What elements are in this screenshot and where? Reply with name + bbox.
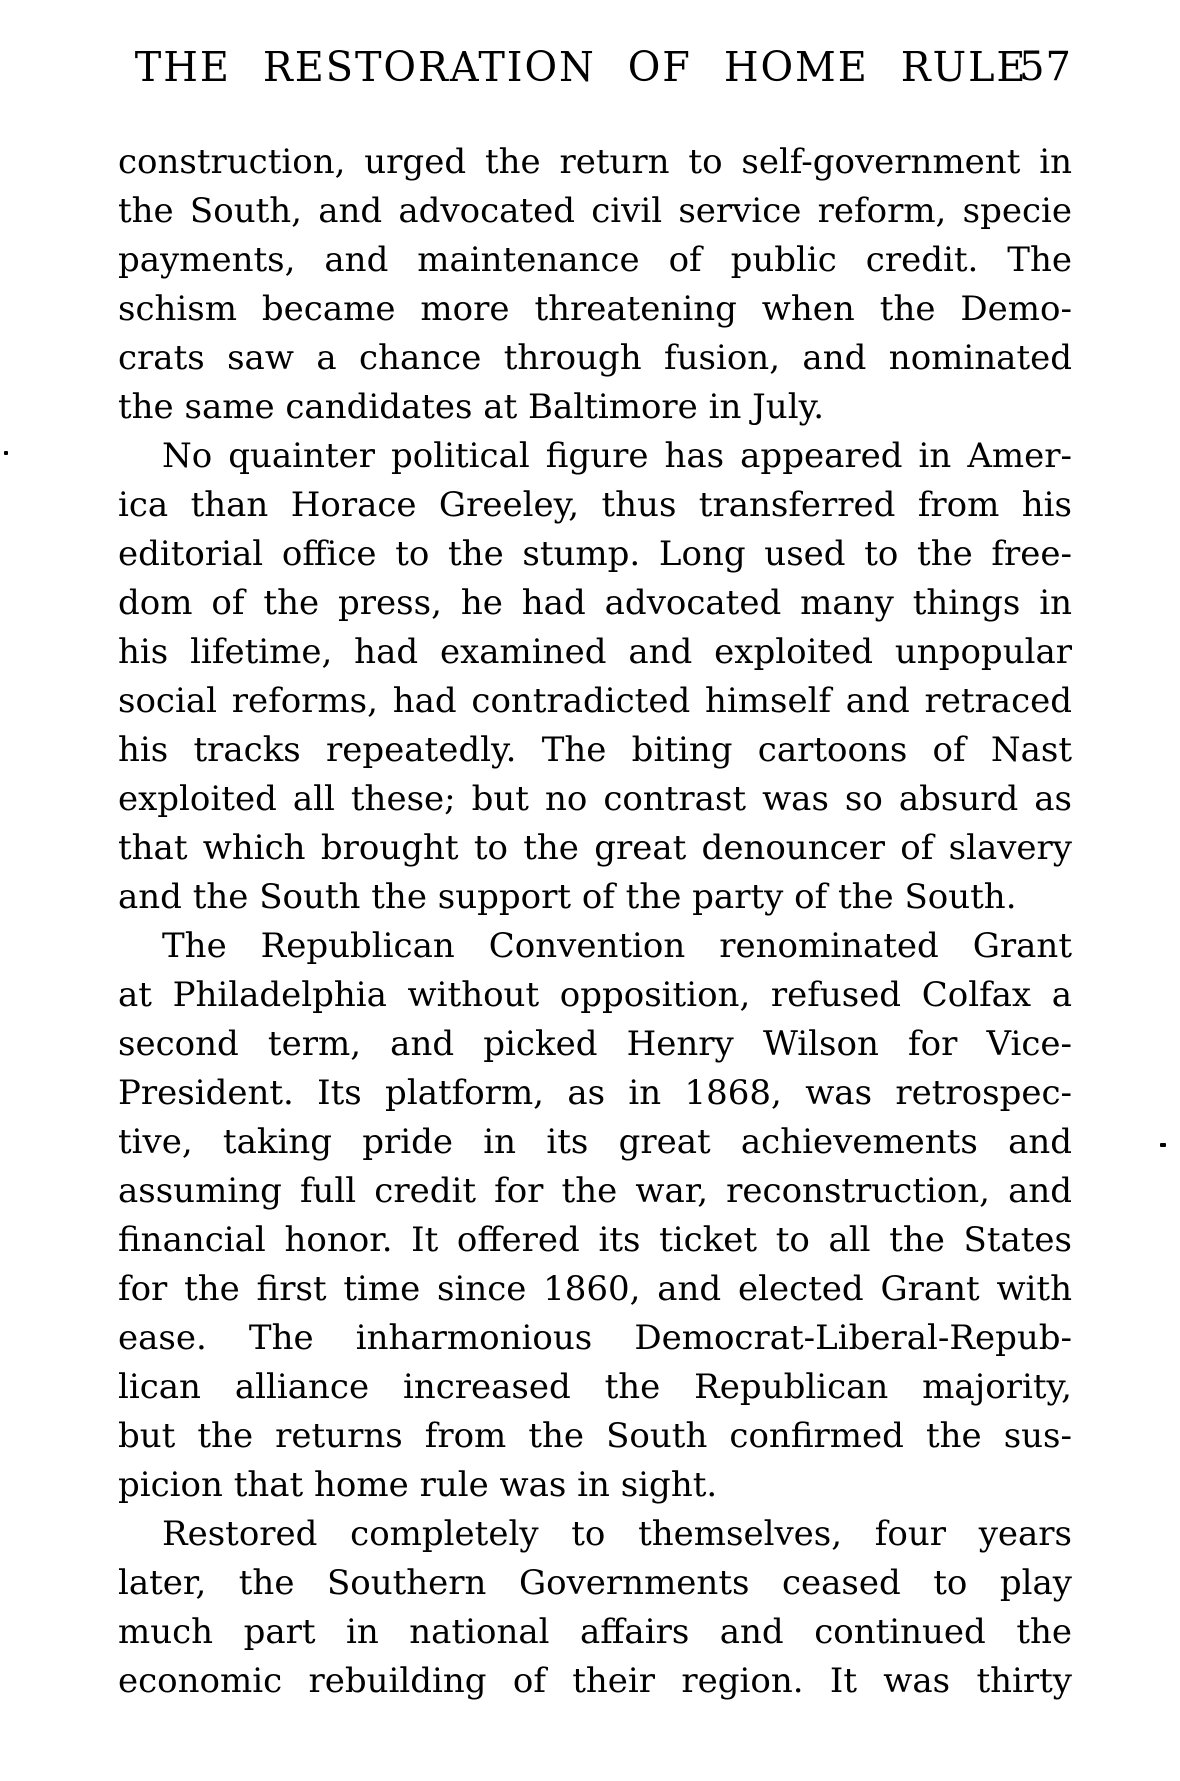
text-line: picion that home rule was in sight.: [118, 1465, 718, 1505]
scan-speck: [1160, 1143, 1166, 1147]
text-line: editorial office to the stump. Long used to the free-: [118, 534, 1072, 574]
page-number: 57: [1019, 44, 1072, 90]
running-head: [118, 43, 1072, 96]
text-line: President. Its platform, as in 1868, was retrospec-: [118, 1073, 1072, 1113]
text-line: lican alliance increased the Republican majority,: [118, 1367, 1072, 1407]
text-line: payments, and maintenance of public credit. The: [118, 240, 1072, 280]
text-line: that which brought to the great denouncer of slavery: [118, 828, 1072, 868]
page-body: [118, 138, 1072, 1706]
text-line: but the returns from the South confirmed the sus-: [118, 1416, 1072, 1456]
scan-speck: [4, 451, 8, 455]
text-line: for the first time since 1860, and elected Grant with: [118, 1269, 1072, 1309]
text-line: the South, and advocated civil service reform, specie: [118, 191, 1072, 231]
text-line: economic rebuilding of their region. It was thirty: [118, 1661, 1072, 1701]
text-line: schism became more threatening when the Demo-: [118, 289, 1072, 329]
page-title: THE RESTORATION OF HOME RULE: [134, 43, 1028, 91]
text-line: The Republican Convention renominated Grant: [162, 926, 1072, 966]
text-line: the same candidates at Baltimore in July.: [118, 387, 825, 427]
text-line: crats saw a chance through fusion, and nominated: [118, 338, 1072, 378]
text-line: tive, taking pride in its great achievements and: [118, 1122, 1072, 1162]
text-line: ica than Horace Greeley, thus transferred from his: [118, 485, 1072, 525]
text-line: No quainter political figure has appeared in Amer-: [162, 436, 1072, 476]
text-line: financial honor. It offered its ticket to all the States: [118, 1220, 1072, 1260]
text-line: much part in national affairs and continued the: [118, 1612, 1072, 1652]
text-line: ease. The inharmonious Democrat-Liberal-Repub-: [118, 1318, 1072, 1358]
text-line: social reforms, had contradicted himself and retraced: [118, 681, 1072, 721]
text-line: second term, and picked Henry Wilson for Vice-: [118, 1024, 1072, 1064]
text-line: his tracks repeatedly. The biting cartoons of Nast: [118, 730, 1072, 770]
text-line: and the South the support of the party of the South.: [118, 877, 1017, 917]
text-line: Restored completely to themselves, four years: [162, 1514, 1072, 1554]
text-line: dom of the press, he had advocated many things in: [118, 583, 1072, 623]
text-line: later, the Southern Governments ceased to play: [118, 1563, 1072, 1603]
text-line: at Philadelphia without opposition, refused Colfax a: [118, 975, 1072, 1015]
text-line: assuming full credit for the war, reconstruction, and: [118, 1171, 1072, 1211]
text-line: exploited all these; but no contrast was so absurd as: [118, 779, 1072, 819]
text-line: construction, urged the return to self-government in: [118, 142, 1072, 182]
text-line: his lifetime, had examined and exploited unpopular: [118, 632, 1072, 672]
